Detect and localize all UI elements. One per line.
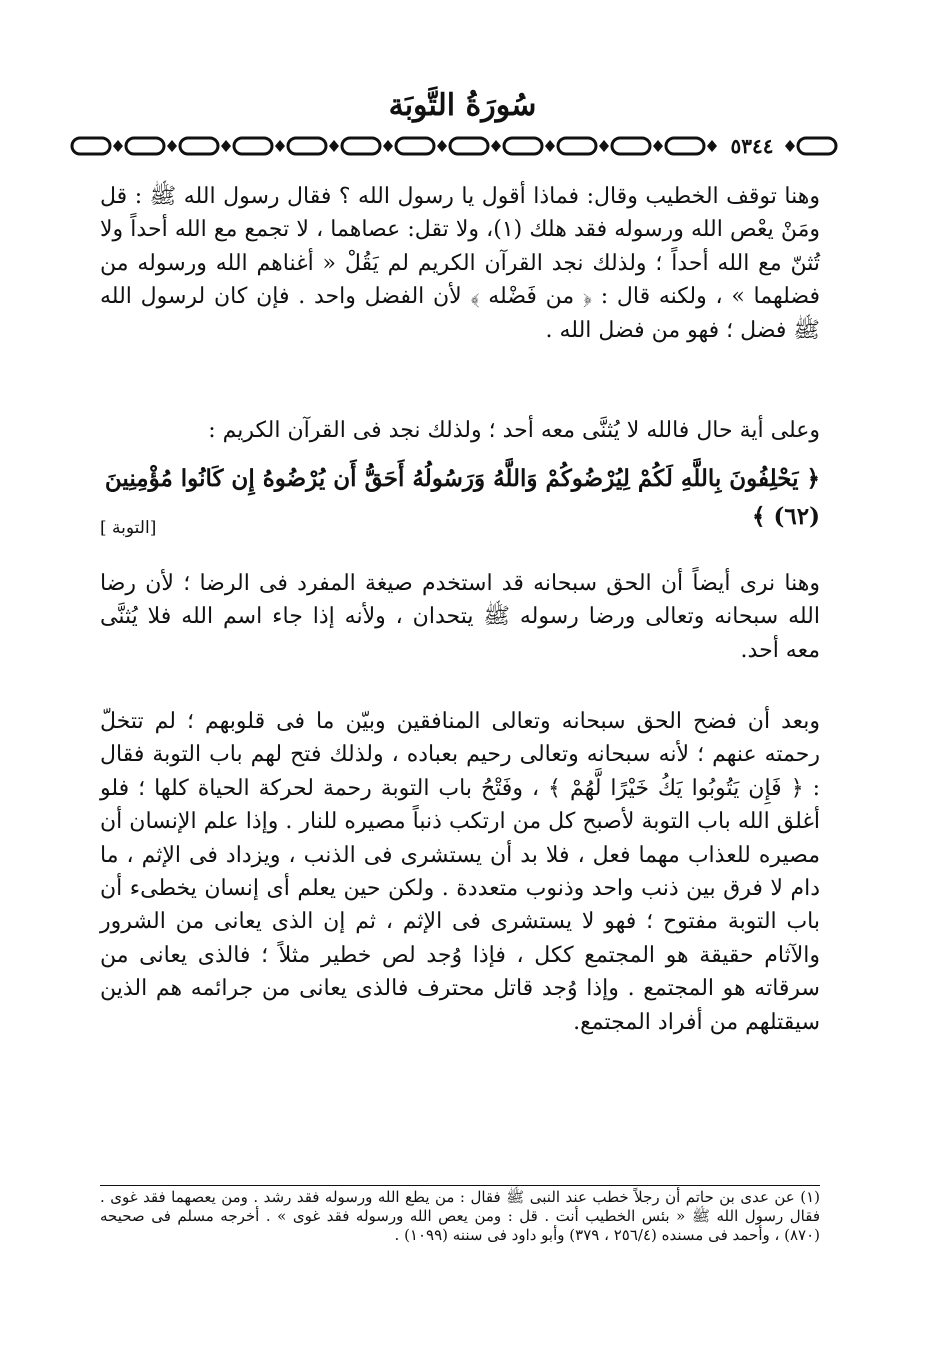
paragraph-3	[100, 567, 820, 667]
page-number: ٥٣٤٤	[730, 134, 774, 158]
footnote: (١) عن عدى بن حاتم أن رجلاً خطب عند النبى ﷺ فقال : من يطع الله ورسوله فقد رشد . ومن يعصهما فقد غوى . فقال رسول الله ﷺ « بئس الخطيب أنت . قل : ومن يعص الله ورسوله فقد غوى » . أخرجه مسلم فى صحيحه (٨٧٠) ، وأحمد فى مسنده (٢٥٦/٤ ، ٣٧٩) وأبو داود فى سننه (١٠٩٩) .	[100, 1188, 820, 1244]
header-ornament-border	[70, 128, 840, 164]
surah-title: سُورَةُ التَّوبَة	[388, 88, 537, 123]
paragraph-4-text: وبعد أن فضح الحق سبحانه وتعالى المنافقين وبيّن ما فى قلوبهم ؛ لم تتخلّ رحمته عنهم ؛ لأنه سبحانه وتعالى رحيم بعباده ، ولذلك فتح لهم باب التوبة فقال : ﴿ فَإِن يَتُوبُوا يَكُ خَيْرًا لَّهُمْ ﴾ ، وفَتْحُ باب التوبة رحمة لحركة الحياة كلها ؛ فلو أغلق الله باب التوبة لأصبح كل من ارتكب ذنباً مصيره للنار . وإذا علم الإنسان أن مصيره للعذاب مهما فعل ، فلا بد أن يستشرى فى الذنب ، ويزداد فى الإثم ، ما دام لا فرق بين ذنب واحد وذنوب متعددة . ولكن حين يعلم أى إنسان يخطىء أن باب التوبة مفتوح ؛ فهو لا يستشرى فى الإثم ، ثم إن الذى يعانى من الشرور والآثام حقيقة هو المجتمع ككل ، فإذا وُجد لص خطير مثلاً ؛ فالذى يعانى من سرقاته هو المجتمع . وإذا وُجد قاتل محترف فالذى يعانى من جرائمه هم الذين سيقتلهم من أفراد المجتمع.	[100, 709, 820, 1035]
verse-reference: [التوبة ]	[100, 518, 157, 538]
paragraph-2-text: وعلى أية حال فالله لا يُثنَّى معه أحد ؛ ولذلك نجد فى القرآن الكريم :	[208, 418, 820, 443]
paragraph-3-text: وهنا نرى أيضاً أن الحق سبحانه قد استخدم صيغة المفرد فى الرضا ؛ لأن رضا الله سبحانه وتعالى ورضا رسوله ﷺ يتحدان ، ولأنه إذا جاء اسم الله فلا يُثنَّى معه أحد.	[100, 571, 820, 663]
paragraph-1	[100, 180, 820, 347]
footnote-divider	[100, 1185, 820, 1186]
paragraph-2	[100, 414, 820, 447]
paragraph-4	[100, 705, 820, 1039]
paragraph-1-text: وهنا توقف الخطيب وقال: فماذا أقول يا رسول الله ؟ فقال رسول الله ﷺ : قل ومَنْ يعْص الله ورسوله فقد هلك (١)، ولا تقل: عصاهما ، لا تجمع مع الله أحداً ولا تُثنّ مع الله أحداً ؛ ولذلك نجد القرآن الكريم لم يَقُلْ « أغناهم الله ورسوله من فضلهما » ، ولكنه قال : ﴿ من فَضْله ﴾ لأن الفضل واحد . فإن كان لرسول الله ﷺ فضل ؛ فهو من فضل الله .	[100, 184, 820, 343]
quran-verse: ﴿ يَحْلِفُونَ بِاللَّهِ لَكُمْ لِيُرْضُوكُمْ وَاللَّهُ وَرَسُولُهُ أَحَقُّ أَن يُرْضُوهُ إِن كَانُوا مُؤْمِنِينَ (٦٢) ﴾	[104, 465, 820, 530]
